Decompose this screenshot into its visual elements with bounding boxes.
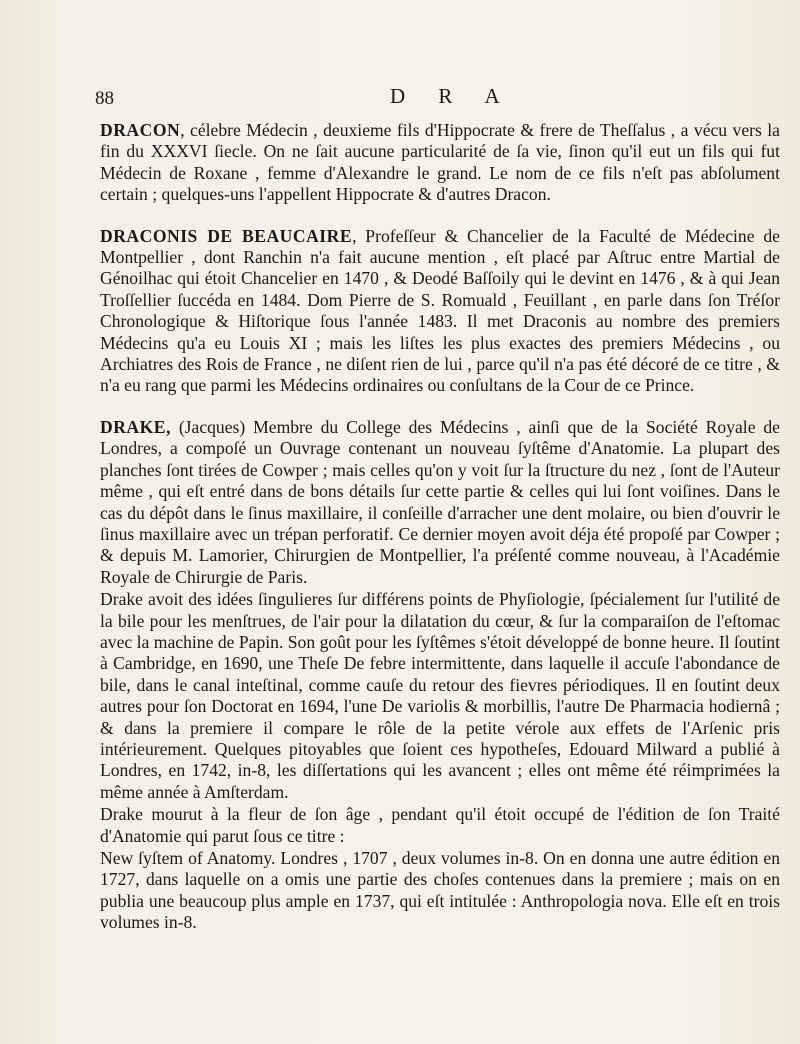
entry-paragraph: Drake avoit des idées ſingulieres ſur différens points de Phyſiologie, ſpécialement ſur l'utilité de la bile pour les menſtrues, de l'air pour la dilatation du cœur, & ſur la comparaiſon de l'eſtomac avec la machine de Papin. Son goût pour les ſyſtêmes s'étoit développé de bonne heure. Il ſoutint à Cambridge, en 1690, une Theſe De febre intermittente, dans laquelle il accuſe l'abondance de bile, dans le canal inteſtinal, comme cauſe du retour des fievres périodiques. Il en ſoutint deux autres pour ſon Doctorat en 1694, l'une De variolis & morbillis, l'autre De Pharmacia hodiernâ ; & dans la premiere il compare le rôle de la petite vérole aux effets de l'Arſenic pris intérieurement. Quelques pitoyables que ſoient ces hypotheſes, Edouard Milward a publié à Londres, en 1742, in-8, les diſſertations qui les avancent ; elles ont même été réimprimées la même année à Amſterdam.	[100, 589, 780, 802]
entry-headword: DRACON	[100, 120, 181, 140]
entry-paragraph: New ſyſtem of Anatomy. Londres , 1707 , deux volumes in-8. On en donna une autre édition en 1727, dans laquelle on a omis une partie des choſes contenues dans la premiere ; mais on en publia une beaucoup plus ample en 1737, qui eſt intitulée : Anthropologia nova. Elle eſt en trois volumes in-8.	[100, 848, 780, 933]
entry-paragraph	[100, 120, 780, 206]
running-head: D R A	[390, 84, 514, 108]
page-body	[100, 120, 780, 934]
entry-text: , célebre Médecin , deuxieme fils d'Hippocrate & frere de Theſſalus , a vécu vers la fin du XXXVI ſiecle. On ne ſait aucune particularité de ſa vie, ſinon qu'il eut un fils qui fut Médecin de Roxane , femme d'Alexandre le grand. Le nom de ce fils n'eſt pas abſolument certain ; quelques-uns l'appellent Hippocrate & d'autres Dracon.	[100, 120, 780, 205]
entry-text: (Jacques) Membre du College des Médecins , ainſi que de la Société Royale de Londres, a compoſé un Ouvrage contenant un nouveau ſyſtême d'Anatomie. La plupart des planches ſont tirées de Cowper ; mais celles qu'on y voit ſur la ſtructure du nez , ſont de l'Auteur même , qui eſt entré dans de bons détails ſur cette partie & celles qui lui ſont voiſines. Dans le cas du dépôt dans le ſinus maxillaire, il conſeille d'arracher une dent molaire, ou bien d'ouvrir le ſinus maxillaire avec un trépan perforatif. Ce dernier moyen avoit déja été propoſé par Cowper ; & depuis M. Lamorier, Chirurgien de Montpellier, l'a préſenté comme nouveau, à l'Académie Royale de Chirurgie de Paris.	[100, 416, 780, 587]
entry-paragraph	[100, 226, 780, 397]
page-number: 88	[95, 88, 114, 109]
entry-drake	[100, 417, 780, 934]
entry-dracon	[100, 120, 780, 206]
page-header	[95, 84, 785, 114]
entry-draconis-de-beaucaire	[100, 226, 780, 397]
entry-headword: DRACONIS DE BEAUCAIRE	[100, 225, 353, 246]
entry-text: , Profeſſeur & Chancelier de la Faculté de Médecine de Montpellier , dont Ranchin n'a fait aucune mention , eſt placé par Aſtruc entre Martial de Génoilhac qui étoit Chancelier en 1470 , & Deodé Baſſoily qui le devint en 1476 , & à qui Jean Troſſellier ſuccéda en 1484. Dom Pierre de S. Romuald , Feuillant , en parle dans ſon Tréſor Chronologique & Hiſtorique ſous l'année 1483. Il met Draconis au nombre des premiers Médecins qu'a eu Louis XI ; mais les liſtes les plus exactes des premiers Médecins , ou Archiatres des Rois de France , ne diſent rien de lui , parce qu'il n'a pas été décoré de ce titre , & n'a eu rang que parmi les Médecins ordinaires ou conſultans de la Cour de ce Prince.	[100, 225, 780, 396]
entry-headword: DRAKE,	[100, 416, 171, 437]
entry-paragraph: Drake mourut à la fleur de ſon âge , pendant qu'il étoit occupé de l'édition de ſon Traité d'Anatomie qui parut ſous ce titre :	[100, 804, 780, 846]
entry-paragraph	[100, 417, 780, 588]
